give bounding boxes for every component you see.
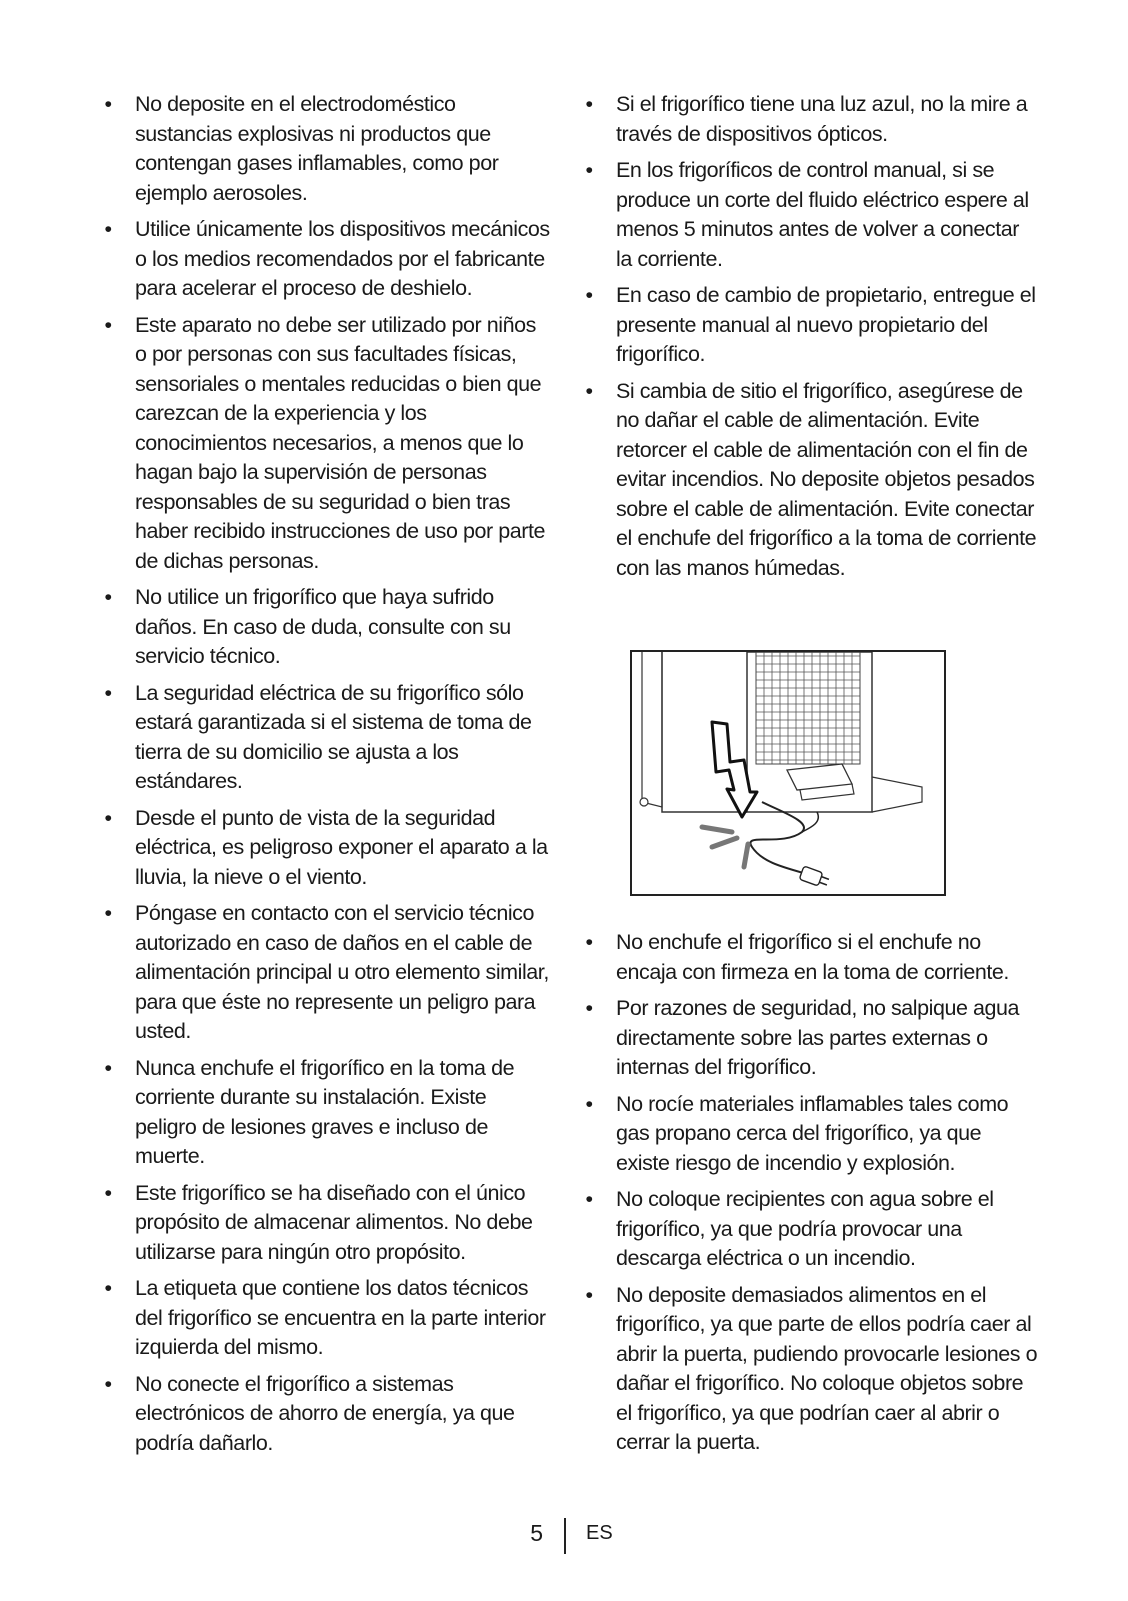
- bullet-icon: •: [585, 930, 593, 954]
- bullet-icon: •: [585, 1091, 593, 1116]
- right-bottom-bullet-list: [579, 928, 1039, 1458]
- bullet-icon: •: [104, 1371, 112, 1396]
- bullet-icon: •: [104, 901, 112, 925]
- bullet-icon: •: [585, 1282, 593, 1307]
- bullet-icon: •: [585, 283, 593, 307]
- list-item: [98, 311, 552, 577]
- refrigerator-cable-illustration: [630, 650, 946, 896]
- bullet-icon: •: [585, 378, 593, 403]
- list-item-text: En los frigoríficos de control manual, si se produce un corte del fluido eléctrico espere al menos 5 minutos antes de volver a conectar la corriente.: [616, 158, 1029, 271]
- plug-icon: [799, 866, 830, 889]
- list-item: [98, 583, 552, 672]
- condenser-coil: [756, 652, 860, 764]
- page-footer: [0, 1518, 1128, 1558]
- bullet-icon: •: [585, 1187, 593, 1211]
- right-column-bottom: [579, 928, 1039, 1465]
- bullet-icon: •: [104, 92, 112, 116]
- list-item: [98, 899, 552, 1047]
- list-item: [579, 1281, 1039, 1458]
- bullet-icon: •: [585, 996, 593, 1020]
- bullet-icon: •: [104, 312, 112, 337]
- refrigerator-illustration-svg: [632, 652, 944, 894]
- list-item-text: Si cambia de sitio el frigorífico, asegúrese de no dañar el cable de alimentación. Evite retorcer el cable de alimentación con el fin de evitar incendios. No deposite objetos pesados sobre el cable de alimentación. Evite conectar el enchufe del frigorífico a la toma de corriente con las manos húmedas.: [616, 378, 1037, 580]
- danger-ray: [712, 838, 737, 847]
- page-number: 5: [530, 1520, 543, 1546]
- fridge-side: [642, 652, 662, 807]
- right-column-top: [579, 90, 1039, 590]
- list-item-text: La etiqueta que contiene los datos técnicos del frigorífico se encuentra en la parte interior izquierda del mismo.: [135, 1276, 546, 1359]
- list-item: [579, 156, 1039, 274]
- list-item: [579, 1185, 1039, 1274]
- list-item-text: No rocíe materiales inflamables tales como gas propano cerca del frigorífico, ya que existe riesgo de incendio y explosión.: [616, 1091, 1009, 1175]
- list-item: [98, 1370, 552, 1459]
- left-bullet-list: [98, 90, 552, 1458]
- bullet-icon: •: [104, 680, 112, 705]
- list-item-text: Desde el punto de vista de la seguridad eléctrica, es peligroso exponer el aparato a la lluvia, la nieve o el viento.: [135, 805, 548, 889]
- list-item-text: No conecte el frigorífico a sistemas electrónicos de ahorro de energía, ya que podría dañarlo.: [135, 1371, 515, 1455]
- bullet-icon: •: [104, 217, 112, 241]
- list-item: [98, 90, 552, 208]
- list-item: [579, 1090, 1039, 1179]
- language-code: ES: [586, 1522, 613, 1544]
- list-item-text: Por razones de seguridad, no salpique agua directamente sobre las partes externas o internas del frigorífico.: [616, 996, 1020, 1079]
- list-item-text: No deposite demasiados alimentos en el frigorífico, ya que parte de ellos podría caer al abrir la puerta, pudiendo provocarle lesiones o dañar el frigorífico. No coloque objetos sobre el frigorífico, ya que podrían caer al abrir o cerrar la puerta.: [616, 1282, 1038, 1454]
- list-item: [98, 1179, 552, 1268]
- bullet-icon: •: [104, 1276, 112, 1300]
- list-item-text: Si el frigorífico tiene una luz azul, no la mire a través de dispositivos ópticos.: [616, 92, 1028, 146]
- danger-ray: [744, 844, 748, 867]
- list-item: [98, 804, 552, 893]
- footer-divider: [564, 1518, 566, 1554]
- list-item: [579, 994, 1039, 1083]
- list-item-text: No coloque recipientes con agua sobre el frigorífico, ya que podría provocar una descarga eléctrica o un incendio.: [616, 1187, 994, 1270]
- list-item: [98, 1274, 552, 1363]
- list-item-text: Este aparato no debe ser utilizado por niños o por personas con sus facultades físicas, sensoriales o mentales reducidas o bien que carezcan de la experiencia y los conocimientos necesarios, a menos que lo hagan bajo la supervisión de personas responsables de su seguridad o bien tras haber recibido instrucciones de uso por parte de dichas personas.: [135, 312, 546, 573]
- list-item: [579, 90, 1039, 149]
- list-item: [579, 928, 1039, 987]
- bullet-icon: •: [104, 805, 112, 830]
- bullet-icon: •: [585, 92, 593, 116]
- bullet-icon: •: [104, 585, 112, 609]
- power-cable: [750, 802, 807, 874]
- list-item: [98, 679, 552, 797]
- bullet-icon: •: [104, 1055, 112, 1080]
- list-item-text: Nunca enchufe el frigorífico en la toma de corriente durante su instalación. Existe peligro de lesiones graves e incluso de muerte.: [135, 1055, 515, 1168]
- list-item-text: No enchufe el frigorífico si el enchufe no encaja con firmeza en la toma de corriente.: [616, 930, 1009, 984]
- list-item-text: No utilice un frigorífico que haya sufrido daños. En caso de duda, consulte con su servicio técnico.: [135, 585, 511, 668]
- danger-ray: [702, 827, 732, 832]
- list-item: [579, 377, 1039, 584]
- list-item-text: En caso de cambio de propietario, entregue el presente manual al nuevo propietario del frigorífico.: [616, 283, 1036, 366]
- bullet-icon: •: [585, 158, 593, 182]
- bullet-icon: •: [104, 1180, 112, 1205]
- list-item: [98, 1054, 552, 1172]
- list-item-text: Utilice únicamente los dispositivos mecánicos o los medios recomendados por el fabricante para acelerar el proceso de deshielo.: [135, 217, 550, 300]
- list-item-text: No deposite en el electrodoméstico sustancias explosivas ni productos que contengan gases inflamables, como por ejemplo aerosoles.: [135, 92, 499, 205]
- list-item: [98, 215, 552, 304]
- list-item-text: Póngase en contacto con el servicio técnico autorizado en caso de daños en el cable de alimentación principal u otro elemento similar, para que éste no represente un peligro para usted.: [135, 901, 549, 1043]
- list-item-text: Este frigorífico se ha diseñado con el único propósito de almacenar alimentos. No debe utilizarse para ningún otro propósito.: [135, 1180, 533, 1264]
- list-item-text: La seguridad eléctrica de su frigorífico sólo estará garantizada si el sistema de toma de tierra de su domicilio se ajusta a los estándares.: [135, 680, 532, 793]
- right-top-bullet-list: [579, 90, 1039, 583]
- list-item: [579, 281, 1039, 370]
- left-column: [98, 90, 552, 1465]
